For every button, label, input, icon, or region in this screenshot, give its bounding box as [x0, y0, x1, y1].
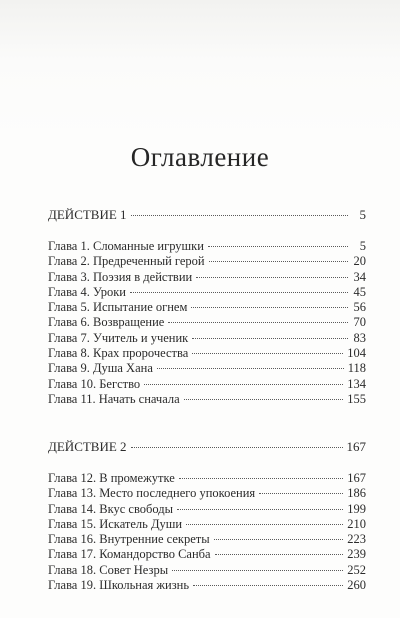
toc-chapter-entry — [48, 315, 366, 330]
chapter-label: Глава 1. Сломанные игрушки — [48, 239, 204, 253]
dot-leader — [184, 399, 344, 400]
act-1-entry — [48, 207, 366, 222]
page-number: 134 — [347, 376, 366, 391]
toc-chapter-entry — [48, 331, 366, 346]
dot-leader — [131, 215, 348, 216]
toc-chapter-entry — [48, 361, 366, 376]
page-number: 104 — [347, 346, 366, 361]
dot-leader — [191, 307, 348, 308]
page-number: 5 — [359, 239, 366, 253]
chapter-label: Глава 9. Душа Хана — [48, 361, 153, 376]
page-number: 45 — [353, 284, 366, 299]
chapter-label: Глава 3. Поэзия в действии — [48, 269, 193, 284]
chapter-label: Глава 17. Командорство Санба — [48, 547, 211, 562]
page-number: 167 — [347, 471, 366, 485]
dot-leader — [196, 277, 348, 278]
chapter-label: Глава 5. Испытание огнем — [48, 300, 188, 315]
toc-chapter-entry — [48, 270, 366, 285]
toc-chapter-entry — [48, 502, 366, 517]
page-number: 83 — [353, 330, 366, 345]
page-number: 199 — [347, 501, 366, 516]
dot-leader — [192, 353, 343, 354]
dot-leader — [192, 338, 348, 339]
page-number: 56 — [353, 300, 366, 315]
toc-chapter-entry — [48, 346, 366, 361]
page-number: 118 — [347, 361, 366, 376]
dot-leader — [209, 261, 348, 262]
toc-chapter-entry — [48, 392, 366, 407]
dot-leader — [144, 384, 343, 385]
dot-leader — [214, 539, 344, 540]
page-number: 260 — [347, 578, 366, 593]
toc-chapter-entry — [48, 486, 366, 501]
page-number: 167 — [346, 439, 366, 454]
dot-leader — [259, 493, 343, 494]
toc-chapter-entry — [48, 377, 366, 392]
chapter-label: Глава 14. Вкус свободы — [48, 501, 174, 516]
toc-chapter-entry — [48, 300, 366, 315]
chapter-label: Глава 16. Внутренние секреты — [48, 532, 210, 547]
dot-leader — [157, 368, 344, 369]
dot-leader — [179, 478, 343, 479]
toc-chapter-entry — [48, 563, 366, 578]
chapter-label: Глава 13. Место последнего упокоения — [48, 486, 256, 501]
toc-chapter-entry — [48, 517, 366, 532]
page-number: 252 — [347, 562, 366, 577]
act-label: ДЕЙСТВИЕ 2 — [48, 439, 127, 454]
chapter-label: Глава 10. Бегство — [48, 376, 141, 391]
page-number: 239 — [347, 547, 366, 562]
dot-leader — [208, 246, 348, 247]
chapter-label: Глава 18. Совет Незры — [48, 562, 169, 577]
page-number: 210 — [347, 516, 366, 531]
toc-chapter-entry — [48, 254, 366, 269]
page-number: 34 — [353, 269, 366, 284]
chapter-label: Глава 12. В промежутке — [48, 471, 175, 485]
dot-leader — [193, 585, 343, 586]
page-number: 223 — [347, 532, 366, 547]
toc-chapter-entry — [48, 547, 366, 562]
toc-entry — [48, 439, 366, 454]
dot-leader — [177, 509, 343, 510]
chapter-label: Глава 15. Искатель Души — [48, 516, 183, 531]
dot-leader — [186, 524, 343, 525]
toc-entry — [48, 207, 366, 222]
dot-leader — [130, 292, 348, 293]
act-label: ДЕЙСТВИЕ 1 — [48, 207, 127, 222]
chapter-label: Глава 11. Начать сначала — [48, 391, 180, 406]
page-number: 155 — [347, 391, 366, 406]
dot-leader — [215, 554, 344, 555]
act-2-entry — [48, 439, 366, 454]
toc-chapter-entry — [48, 471, 366, 486]
toc-chapter-entry — [48, 239, 366, 254]
toc-chapter-entry — [48, 285, 366, 300]
act-2-chapter-list — [48, 471, 366, 593]
page-number: 186 — [347, 486, 366, 501]
dot-leader — [168, 322, 348, 323]
toc-chapter-entry — [48, 578, 366, 593]
chapter-label: Глава 8. Крах пророчества — [48, 346, 189, 361]
chapter-label: Глава 4. Уроки — [48, 284, 126, 299]
chapter-label: Глава 19. Школьная жизнь — [48, 578, 190, 593]
chapter-label: Глава 7. Учитель и ученик — [48, 330, 189, 345]
page-title: Оглавление — [130, 142, 270, 172]
dot-leader — [131, 447, 343, 448]
toc-chapter-entry — [48, 532, 366, 547]
chapter-label: Глава 2. Предреченный герой — [48, 254, 205, 269]
page-number: 20 — [353, 254, 366, 269]
act-1-chapter-list — [48, 239, 366, 407]
chapter-label: Глава 6. Возвращение — [48, 315, 165, 330]
dot-leader — [172, 570, 343, 571]
page-number: 5 — [359, 207, 366, 222]
page-number: 70 — [353, 315, 366, 330]
